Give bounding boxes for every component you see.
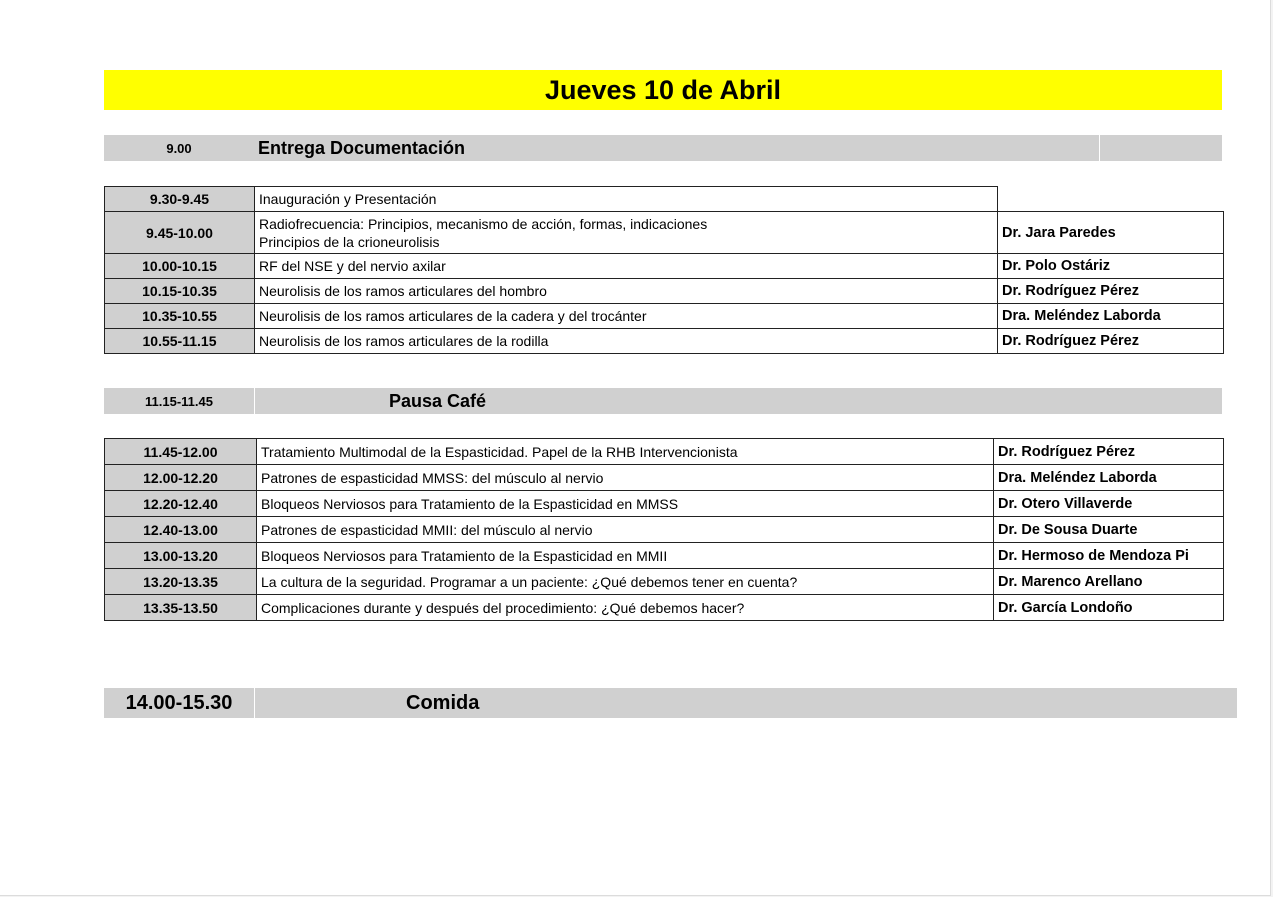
session-topic: Patrones de espasticidad MMSS: del músculo al nervio — [257, 465, 994, 491]
schedule-row — [105, 304, 1224, 329]
session-topic: Bloqueos Nerviosos para Tratamiento de la Espasticidad en MMII — [257, 543, 994, 569]
session-speaker: Dr. De Sousa Duarte — [994, 517, 1224, 543]
session-time: 10.35-10.55 — [105, 304, 255, 329]
morning-schedule-table — [104, 186, 1224, 354]
session-topic: Tratamiento Multimodal de la Espasticidad. Papel de la RHB Intervencionista — [257, 439, 994, 465]
session-time: 13.00-13.20 — [105, 543, 257, 569]
schedule-row — [105, 465, 1224, 491]
session-time: 12.40-13.00 — [105, 517, 257, 543]
session-speaker: Dr. Jara Paredes — [998, 212, 1224, 254]
reception-label: Entrega Documentación — [258, 138, 466, 158]
session-speaker — [998, 187, 1224, 212]
session-topic-line: RF del NSE y del nervio axilar — [259, 258, 446, 274]
session-topic-line: Principios de la crioneurolisis — [259, 233, 440, 250]
session-time: 10.55-11.15 — [105, 329, 255, 354]
session-speaker: Dr. Hermoso de Mendoza Pi — [994, 543, 1224, 569]
session-topic: Bloqueos Nerviosos para Tratamiento de la Espasticidad en MMSS — [257, 491, 994, 517]
schedule-row — [105, 279, 1224, 304]
session-topic — [255, 254, 998, 279]
session-topic: La cultura de la seguridad. Programar a un paciente: ¿Qué debemos tener en cuenta? — [257, 569, 994, 595]
session-speaker: Dr. Rodríguez Pérez — [998, 329, 1224, 354]
coffee-break-band — [104, 388, 1222, 414]
schedule-row — [105, 517, 1224, 543]
session-speaker: Dr. Polo Ostáriz — [998, 254, 1224, 279]
session-speaker: Dr. Rodríguez Pérez — [994, 439, 1224, 465]
schedule-row — [105, 595, 1224, 621]
schedule-row — [105, 212, 1224, 254]
session-topic — [255, 304, 998, 329]
session-topic: Patrones de espasticidad MMII: del músculo al nervio — [257, 517, 994, 543]
coffee-break-label: Pausa Café — [389, 391, 487, 411]
session-topic-line: Neurolisis de los ramos articulares de la rodilla — [259, 333, 549, 349]
lunch-time: 14.00-15.30 — [125, 692, 233, 714]
schedule-row — [105, 569, 1224, 595]
session-time: 9.30-9.45 — [105, 187, 255, 212]
session-topic: Complicaciones durante y después del procedimiento: ¿Qué debemos hacer? — [257, 595, 994, 621]
session-topic-line: Neurolisis de los ramos articulares del hombro — [259, 283, 547, 299]
session-speaker: Dra. Meléndez Laborda — [994, 465, 1224, 491]
schedule-row — [105, 491, 1224, 517]
session-time: 12.20-12.40 — [105, 491, 257, 517]
lunch-label: Comida — [406, 692, 480, 714]
coffee-break-time: 11.15-11.45 — [145, 394, 213, 409]
schedule-row — [105, 329, 1224, 354]
session-time: 10.15-10.35 — [105, 279, 255, 304]
session-topic-line: Inauguración y Presentación — [259, 191, 437, 207]
session-topic-line: Radiofrecuencia: Principios, mecanismo de acción, formas, indicaciones — [259, 215, 708, 232]
schedule-row — [105, 439, 1224, 465]
session-topic — [255, 187, 998, 212]
session-topic — [255, 279, 998, 304]
reception-band — [104, 135, 1222, 161]
session-topic — [255, 329, 998, 354]
session-speaker: Dr. Rodríguez Pérez — [998, 279, 1224, 304]
session-speaker: Dr. Marenco Arellano — [994, 569, 1224, 595]
midday-schedule-table — [104, 438, 1224, 621]
session-topic — [255, 212, 998, 254]
lunch-band — [104, 688, 1237, 718]
session-time: 11.45-12.00 — [105, 439, 257, 465]
session-time: 12.00-12.20 — [105, 465, 257, 491]
reception-time: 9.00 — [166, 141, 192, 156]
session-time: 10.00-10.15 — [105, 254, 255, 279]
session-time: 9.45-10.00 — [105, 212, 255, 254]
schedule-row — [105, 254, 1224, 279]
day-title: Jueves 10 de Abril — [104, 70, 1222, 110]
schedule-row — [105, 543, 1224, 569]
session-speaker: Dr. Otero Villaverde — [994, 491, 1224, 517]
session-topic-line: Neurolisis de los ramos articulares de la cadera y del trocánter — [259, 308, 647, 324]
session-time: 13.35-13.50 — [105, 595, 257, 621]
session-time: 13.20-13.35 — [105, 569, 257, 595]
schedule-row — [105, 187, 1224, 212]
session-speaker: Dra. Meléndez Laborda — [998, 304, 1224, 329]
session-speaker: Dr. García Londoño — [994, 595, 1224, 621]
